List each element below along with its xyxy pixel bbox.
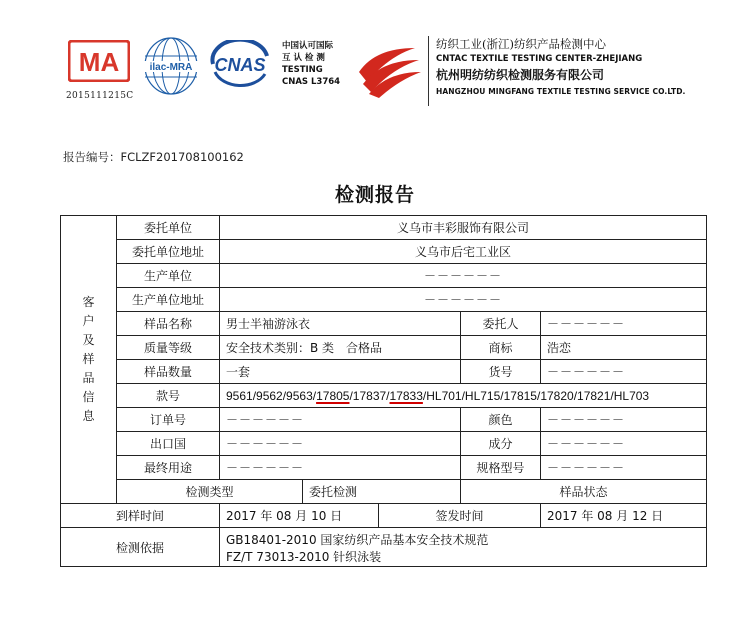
arrival-date-value: 2017 年 08 月 10 日 xyxy=(220,504,379,528)
cnas-logo-text: CNAS xyxy=(214,55,266,75)
item-number-label: 货号 xyxy=(461,360,541,384)
issue-date-value: 2017 年 08 月 12 日 xyxy=(541,504,707,528)
client-address-value: 义乌市后宅工业区 xyxy=(220,240,707,264)
sample-state-label: 样品状态 xyxy=(461,480,707,504)
consignor-label: 委托人 xyxy=(461,312,541,336)
test-type-value: 委托检测 xyxy=(303,480,461,504)
report-number xyxy=(63,149,244,165)
brand-value: 浩恋 xyxy=(541,336,707,360)
color-value: －－－－－－ xyxy=(541,408,707,432)
style-codes-part: 9561/9562/9563/ xyxy=(226,388,317,403)
cma-logo xyxy=(68,40,130,82)
section-char: 品 xyxy=(82,371,95,385)
style-number-label: 款号 xyxy=(117,384,220,408)
producer-address-label: 生产单位地址 xyxy=(117,288,220,312)
client-address-label: 委托单位地址 xyxy=(117,240,220,264)
style-code-underlined: 17805 xyxy=(316,388,350,403)
export-country-value: －－－－－－ xyxy=(220,432,461,456)
sample-name-label: 样品名称 xyxy=(117,312,220,336)
report-number-value: FCLZF201708100162 xyxy=(120,150,244,164)
section-char: 户 xyxy=(82,314,95,328)
section-char: 客 xyxy=(82,295,95,309)
style-codes-part: /HL701/HL715/17815/17820/17821/HL703 xyxy=(422,388,650,403)
report-title: 检测报告 xyxy=(334,184,415,206)
ilac-logo-text: ilac-MRA xyxy=(149,62,193,73)
sample-quantity-value: 一套 xyxy=(220,360,461,384)
test-basis-label: 检测依据 xyxy=(61,528,220,567)
cma-logo-text: MA xyxy=(78,47,120,77)
specification-label: 规格型号 xyxy=(461,456,541,480)
style-number-value xyxy=(220,384,707,408)
item-number-value: －－－－－－ xyxy=(541,360,707,384)
composition-label: 成分 xyxy=(461,432,541,456)
testing-accreditation xyxy=(282,40,340,88)
end-use-label: 最终用途 xyxy=(117,456,220,480)
cma-cert-number: 2015111215C xyxy=(66,91,134,101)
report-table xyxy=(60,215,707,567)
issue-date-label: 签发时间 xyxy=(379,504,541,528)
org-name-en: CNTAC TEXTILE TESTING CENTER-ZHEJIANG xyxy=(436,54,643,64)
quality-grade-label: 质量等级 xyxy=(117,336,220,360)
quality-grade-value: 安全技术类别：B 类 合格品 xyxy=(220,336,461,360)
org-name-cn: 纺织工业(浙江)纺织产品检测中心 xyxy=(436,37,606,51)
sample-name-value: 男士半袖游泳衣 xyxy=(220,312,461,336)
consignor-value: －－－－－－ xyxy=(541,312,707,336)
test-type-label: 检测类型 xyxy=(117,480,303,504)
test-standard: GB18401-2010 国家纺织产品基本安全技术规范 xyxy=(226,533,489,547)
testing-line: 互 认 检 测 xyxy=(282,53,325,63)
style-codes-part: /17837/ xyxy=(349,388,390,403)
section-char: 信 xyxy=(82,390,95,404)
section-char: 息 xyxy=(82,409,95,423)
export-country-label: 出口国 xyxy=(117,432,220,456)
producer-value: －－－－－－ xyxy=(220,264,707,288)
brand-label: 商标 xyxy=(461,336,541,360)
client-label: 委托单位 xyxy=(117,216,220,240)
testing-line: TESTING xyxy=(282,65,323,75)
section-char: 样 xyxy=(82,352,95,366)
composition-value: －－－－－－ xyxy=(541,432,707,456)
ilac-mra-logo xyxy=(143,36,199,98)
producer-address-value: －－－－－－ xyxy=(220,288,707,312)
producer-label: 生产单位 xyxy=(117,264,220,288)
testing-line: 中国认可国际 xyxy=(282,41,334,51)
client-value: 义乌市丰彩服饰有限公司 xyxy=(220,216,707,240)
header-divider xyxy=(428,36,429,106)
section-char: 及 xyxy=(82,333,95,347)
company-name-cn: 杭州明纺纺织检测服务有限公司 xyxy=(436,68,605,82)
cnas-logo xyxy=(205,40,275,88)
color-label: 颜色 xyxy=(461,408,541,432)
testing-line: CNAS L3764 xyxy=(282,77,341,87)
test-standard: FZ/T 73013-2010 针织泳装 xyxy=(226,550,382,564)
style-code-underlined: 17833 xyxy=(389,388,423,403)
order-number-label: 订单号 xyxy=(117,408,220,432)
section-label xyxy=(61,216,117,504)
testing-organization xyxy=(436,36,685,99)
end-use-value: －－－－－－ xyxy=(220,456,461,480)
report-number-label: 报告编号： xyxy=(63,150,121,164)
sample-quantity-label: 样品数量 xyxy=(117,360,220,384)
order-number-value: －－－－－－ xyxy=(220,408,461,432)
textile-wave-logo xyxy=(355,42,423,98)
test-basis-value xyxy=(220,528,707,567)
specification-value: －－－－－－ xyxy=(541,456,707,480)
arrival-date-label: 到样时间 xyxy=(61,504,220,528)
company-name-en: HANGZHOU MINGFANG TEXTILE TESTING SERVICE CO.LTD. xyxy=(436,87,686,96)
